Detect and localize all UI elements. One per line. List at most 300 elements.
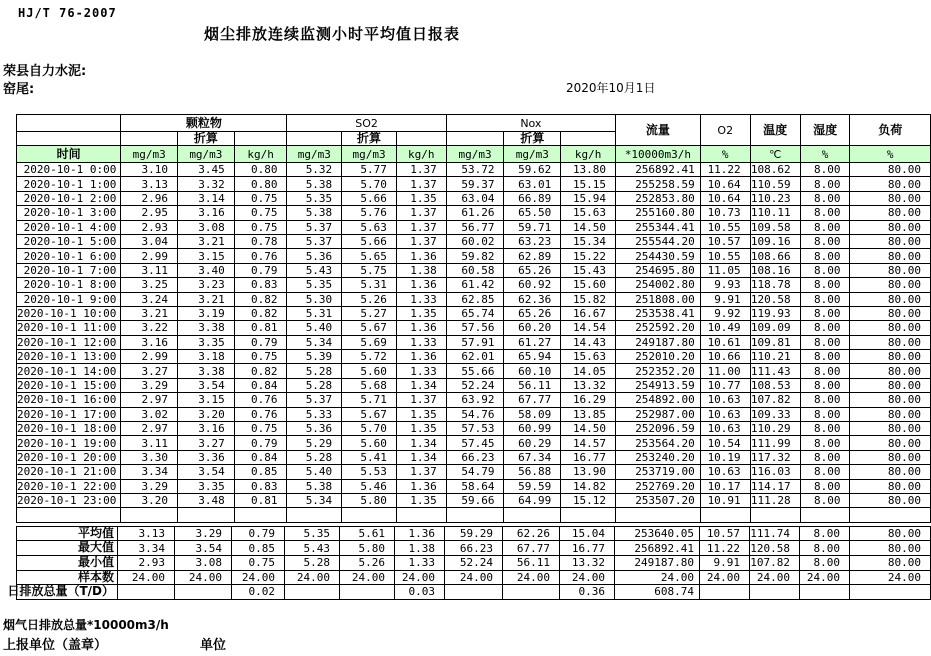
value-cell: 253240.20	[616, 450, 701, 464]
value-cell: 120.58	[750, 541, 800, 556]
value-cell: 15.82	[561, 292, 616, 306]
value-cell: 14.50	[561, 220, 616, 234]
value-cell: 57.45	[446, 436, 504, 450]
table-row	[17, 234, 931, 248]
value-cell: 119.93	[750, 306, 800, 320]
value-cell: 0.85	[234, 465, 287, 479]
value-cell: 0.76	[234, 393, 287, 407]
value-cell: 5.75	[342, 263, 397, 277]
value-cell: 63.04	[446, 191, 504, 205]
value-cell: 52.24	[446, 378, 504, 392]
time-cell: 2020-10-1 19:00	[17, 436, 121, 450]
value-cell: 108.53	[750, 378, 800, 392]
value-cell: 111.43	[750, 364, 800, 378]
value-cell: 14.57	[561, 436, 616, 450]
header-converted-so2: 折算	[342, 132, 397, 146]
value-cell: 80.00	[850, 407, 931, 421]
header-blank	[121, 132, 178, 146]
value-cell: 3.27	[178, 436, 235, 450]
value-cell: 65.50	[504, 206, 561, 220]
value-cell: 2.93	[121, 220, 178, 234]
value-cell: 249187.80	[615, 555, 700, 570]
value-cell: 60.92	[504, 278, 561, 292]
value-cell: 118.78	[750, 278, 800, 292]
time-cell: 2020-10-1 7:00	[17, 263, 121, 277]
value-cell: 117.32	[750, 450, 800, 464]
value-cell: 10.64	[700, 177, 750, 191]
value-cell: 1.34	[396, 436, 446, 450]
value-cell: 24.00	[118, 570, 175, 585]
value-cell: 5.37	[287, 234, 342, 248]
value-cell: 3.35	[178, 335, 235, 349]
value-cell: 80.00	[850, 321, 931, 335]
value-cell: 64.99	[504, 493, 561, 507]
value-cell	[700, 585, 750, 600]
value-cell: 1.34	[396, 378, 446, 392]
value-cell: 0.03	[395, 585, 445, 600]
site-label: 窑尾:	[3, 82, 35, 97]
value-cell: 109.33	[750, 407, 800, 421]
table-row	[17, 220, 931, 234]
value-cell: 3.34	[118, 541, 175, 556]
value-cell: 5.34	[287, 335, 342, 349]
value-cell: 24.00	[395, 570, 445, 585]
value-cell: 107.82	[750, 555, 800, 570]
value-cell: 2.97	[121, 393, 178, 407]
value-cell: 80.00	[850, 306, 931, 320]
empty-cell	[342, 508, 397, 522]
summary-label: 最大值	[77, 540, 114, 555]
time-cell: 2020-10-1 17:00	[17, 407, 121, 421]
value-cell: 67.77	[504, 393, 561, 407]
value-cell: 13.90	[561, 465, 616, 479]
value-cell	[850, 585, 931, 600]
value-cell: 8.00	[800, 493, 850, 507]
value-cell: 110.21	[750, 350, 800, 364]
value-cell: 3.36	[178, 450, 235, 464]
value-cell: 24.00	[340, 570, 395, 585]
value-cell: 254913.59	[616, 378, 701, 392]
value-cell: 16.77	[560, 541, 615, 556]
value-cell: 65.26	[504, 306, 561, 320]
empty-row	[17, 508, 931, 522]
table-row	[17, 263, 931, 277]
value-cell: 5.71	[342, 393, 397, 407]
value-cell: 5.28	[287, 364, 342, 378]
value-cell: 5.60	[342, 364, 397, 378]
value-cell: 8.00	[800, 234, 850, 248]
value-cell: 3.11	[121, 263, 178, 277]
value-cell: 1.36	[396, 249, 446, 263]
value-cell: 0.84	[234, 378, 287, 392]
value-cell: 62.36	[504, 292, 561, 306]
value-cell: 1.35	[396, 407, 446, 421]
value-cell: 62.26	[503, 526, 560, 541]
value-cell: 3.13	[121, 177, 178, 191]
value-cell: 8.00	[800, 350, 850, 364]
table-row	[17, 306, 931, 320]
value-cell: 109.81	[750, 335, 800, 349]
value-cell: 8.00	[800, 177, 850, 191]
unit-cell: %	[700, 146, 750, 163]
summary-table	[7, 525, 931, 600]
value-cell: 108.66	[750, 249, 800, 263]
value-cell: 109.58	[750, 220, 800, 234]
table-row	[17, 350, 931, 364]
value-cell: 5.34	[287, 493, 342, 507]
value-cell: 252096.59	[616, 422, 701, 436]
value-cell: 254002.80	[616, 278, 701, 292]
value-cell: 5.60	[342, 436, 397, 450]
value-cell: 15.60	[561, 278, 616, 292]
summary-row	[17, 526, 931, 541]
value-cell: 5.36	[287, 422, 342, 436]
table-row	[17, 407, 931, 421]
empty-cell	[178, 508, 235, 522]
value-cell: 8.00	[800, 163, 850, 177]
value-cell: 80.00	[850, 393, 931, 407]
value-cell: 5.28	[287, 378, 342, 392]
value-cell: 249187.80	[616, 335, 701, 349]
value-cell: 111.99	[750, 436, 800, 450]
value-cell: 3.35	[178, 479, 235, 493]
value-cell: 3.08	[178, 220, 235, 234]
value-cell: 1.38	[395, 541, 445, 556]
value-cell: 80.00	[850, 422, 931, 436]
value-cell: 3.54	[178, 378, 235, 392]
value-cell: 109.16	[750, 234, 800, 248]
value-cell: 67.77	[503, 541, 560, 556]
unit-cell: %	[800, 146, 850, 163]
value-cell	[285, 585, 340, 600]
value-cell: 3.22	[121, 321, 178, 335]
value-cell: 252592.20	[616, 321, 701, 335]
value-cell: 10.77	[700, 378, 750, 392]
value-cell: 8.00	[800, 450, 850, 464]
value-cell: 253507.20	[616, 493, 701, 507]
value-cell: 3.29	[121, 479, 178, 493]
value-cell: 8.00	[800, 206, 850, 220]
value-cell: 5.63	[342, 220, 397, 234]
value-cell: 0.79	[234, 263, 287, 277]
value-cell: 54.76	[446, 407, 504, 421]
value-cell: 80.00	[850, 335, 931, 349]
value-cell: 0.80	[234, 163, 287, 177]
value-cell: 1.36	[396, 350, 446, 364]
value-cell: 15.12	[561, 493, 616, 507]
header-blank	[446, 132, 504, 146]
value-cell: 0.75	[234, 191, 287, 205]
value-cell: 108.16	[750, 263, 800, 277]
value-cell: 62.89	[504, 249, 561, 263]
value-cell: 24.00	[700, 570, 750, 585]
value-cell: 56.11	[504, 378, 561, 392]
time-cell: 2020-10-1 4:00	[17, 220, 121, 234]
value-cell: 11.00	[700, 364, 750, 378]
time-cell: 2020-10-1 6:00	[17, 249, 121, 263]
value-cell: 5.43	[287, 263, 342, 277]
value-cell: 80.00	[850, 493, 931, 507]
reporting-unit-label: 上报单位（盖章）	[3, 638, 108, 653]
value-cell: 59.66	[446, 493, 504, 507]
value-cell: 5.80	[342, 493, 397, 507]
value-cell: 3.25	[121, 278, 178, 292]
value-cell: 80.00	[850, 526, 931, 541]
time-cell: 2020-10-1 18:00	[17, 422, 121, 436]
value-cell	[340, 585, 395, 600]
value-cell: 24.00	[615, 570, 700, 585]
value-cell: 15.43	[561, 263, 616, 277]
value-cell: 5.40	[287, 465, 342, 479]
value-cell: 1.36	[396, 321, 446, 335]
value-cell: 3.10	[121, 163, 178, 177]
value-cell: 254430.59	[616, 249, 701, 263]
value-cell: 9.93	[700, 278, 750, 292]
value-cell: 8.00	[800, 321, 850, 335]
value-cell: 252769.20	[616, 479, 701, 493]
time-cell: 2020-10-1 1:00	[17, 177, 121, 191]
unit-cell: mg/m3	[446, 146, 504, 163]
unit-cell: mg/m3	[121, 146, 178, 163]
value-cell: 608.74	[615, 585, 700, 600]
time-cell: 2020-10-1 5:00	[17, 234, 121, 248]
unit-cell: ℃	[750, 146, 800, 163]
value-cell: 3.34	[121, 465, 178, 479]
value-cell: 15.15	[561, 177, 616, 191]
value-cell: 24.00	[560, 570, 615, 585]
value-cell: 80.00	[850, 378, 931, 392]
header-blank	[17, 132, 121, 146]
value-cell: 80.00	[850, 479, 931, 493]
value-cell: 60.02	[446, 234, 504, 248]
table-row	[17, 465, 931, 479]
standard-code: HJ/T 76-2007	[18, 6, 117, 20]
value-cell: 10.55	[700, 220, 750, 234]
value-cell: 0.75	[234, 220, 287, 234]
value-cell: 13.32	[560, 555, 615, 570]
value-cell: 8.00	[800, 335, 850, 349]
value-cell: 3.16	[178, 206, 235, 220]
table-row	[17, 436, 931, 450]
report-table-area	[7, 114, 931, 600]
report-date: 2020年10月1日	[566, 81, 656, 95]
value-cell: 1.35	[396, 493, 446, 507]
value-cell: 24.00	[285, 570, 340, 585]
value-cell: 110.29	[750, 422, 800, 436]
value-cell: 0.76	[234, 249, 287, 263]
value-cell: 5.67	[342, 321, 397, 335]
value-cell: 3.40	[178, 263, 235, 277]
table-row	[17, 335, 931, 349]
value-cell: 60.10	[504, 364, 561, 378]
empty-cell	[700, 508, 750, 522]
summary-label-cell	[17, 526, 118, 541]
value-cell: 1.33	[396, 364, 446, 378]
value-cell: 0.79	[234, 436, 287, 450]
value-cell: 8.00	[800, 249, 850, 263]
table-row	[17, 493, 931, 507]
value-cell: 80.00	[850, 278, 931, 292]
value-cell: 15.34	[561, 234, 616, 248]
value-cell: 2.97	[121, 422, 178, 436]
value-cell: 10.63	[700, 407, 750, 421]
value-cell: 2.93	[118, 555, 175, 570]
value-cell: 253719.00	[616, 465, 701, 479]
value-cell: 0.76	[234, 407, 287, 421]
value-cell: 55.66	[446, 364, 504, 378]
unit-label: 单位	[200, 638, 227, 653]
value-cell: 1.33	[395, 555, 445, 570]
value-cell: 15.63	[561, 206, 616, 220]
value-cell: 251808.00	[616, 292, 701, 306]
value-cell: 1.37	[396, 206, 446, 220]
value-cell: 3.29	[121, 378, 178, 392]
value-cell: 11.22	[700, 541, 750, 556]
value-cell: 10.73	[700, 206, 750, 220]
value-cell: 5.66	[342, 234, 397, 248]
summary-row	[17, 570, 931, 585]
value-cell: 252987.00	[616, 407, 701, 421]
value-cell: 8.00	[800, 191, 850, 205]
value-cell: 10.64	[700, 191, 750, 205]
value-cell: 60.58	[446, 263, 504, 277]
value-cell: 10.91	[700, 493, 750, 507]
value-cell: 8.00	[800, 278, 850, 292]
value-cell: 0.81	[234, 321, 287, 335]
value-cell: 3.11	[121, 436, 178, 450]
value-cell: 0.75	[234, 422, 287, 436]
value-cell: 8.00	[800, 393, 850, 407]
summary-row	[17, 555, 931, 570]
value-cell: 110.11	[750, 206, 800, 220]
value-cell: 8.00	[800, 378, 850, 392]
summary-row	[17, 541, 931, 556]
company-label: 荣县自力水泥:	[3, 64, 87, 79]
value-cell: 14.82	[561, 479, 616, 493]
value-cell: 11.05	[700, 263, 750, 277]
value-cell: 253640.05	[615, 526, 700, 541]
value-cell: 80.00	[850, 450, 931, 464]
value-cell: 109.09	[750, 321, 800, 335]
value-cell: 1.37	[396, 220, 446, 234]
header-group-so2: SO2	[287, 115, 446, 132]
value-cell: 3.20	[178, 407, 235, 421]
summary-label: 平均值	[77, 525, 114, 540]
value-cell: 3.15	[178, 393, 235, 407]
value-cell: 62.85	[446, 292, 504, 306]
value-cell: 53.72	[446, 163, 504, 177]
value-cell: 5.28	[287, 450, 342, 464]
value-cell: 59.82	[446, 249, 504, 263]
value-cell: 10.63	[700, 393, 750, 407]
empty-cell	[234, 508, 287, 522]
value-cell: 252010.20	[616, 350, 701, 364]
value-cell: 60.99	[504, 422, 561, 436]
value-cell: 0.83	[234, 479, 287, 493]
value-cell: 107.82	[750, 393, 800, 407]
value-cell: 80.00	[850, 206, 931, 220]
value-cell: 5.35	[287, 191, 342, 205]
table-row	[17, 292, 931, 306]
value-cell: 14.43	[561, 335, 616, 349]
value-cell: 10.63	[700, 465, 750, 479]
value-cell: 1.36	[396, 479, 446, 493]
value-cell: 56.11	[503, 555, 560, 570]
value-cell: 1.37	[396, 393, 446, 407]
header-blank	[561, 132, 616, 146]
table-row	[17, 422, 931, 436]
value-cell: 0.75	[234, 206, 287, 220]
value-cell: 3.20	[121, 493, 178, 507]
empty-cell	[561, 508, 616, 522]
value-cell: 255344.41	[616, 220, 701, 234]
value-cell: 8.00	[800, 436, 850, 450]
value-cell: 80.00	[850, 220, 931, 234]
value-cell: 56.77	[446, 220, 504, 234]
value-cell: 9.91	[700, 292, 750, 306]
empty-cell	[446, 508, 504, 522]
unit-cell: kg/h	[234, 146, 287, 163]
empty-cell	[504, 508, 561, 522]
time-cell: 2020-10-1 3:00	[17, 206, 121, 220]
time-cell: 2020-10-1 23:00	[17, 493, 121, 507]
value-cell: 14.05	[561, 364, 616, 378]
value-cell: 59.37	[446, 177, 504, 191]
value-cell: 5.67	[342, 407, 397, 421]
value-cell: 63.01	[504, 177, 561, 191]
value-cell: 3.23	[178, 278, 235, 292]
header-flow: 流量	[616, 115, 701, 146]
report-table	[16, 114, 931, 523]
value-cell: 0.82	[234, 364, 287, 378]
time-cell: 2020-10-1 9:00	[17, 292, 121, 306]
unit-cell: mg/m3	[342, 146, 397, 163]
value-cell: 3.21	[178, 234, 235, 248]
table-row	[17, 206, 931, 220]
value-cell: 5.40	[287, 321, 342, 335]
value-cell: 10.19	[700, 450, 750, 464]
value-cell: 24.00	[232, 570, 285, 585]
value-cell: 0.80	[234, 177, 287, 191]
value-cell: 5.53	[342, 465, 397, 479]
time-cell: 2020-10-1 2:00	[17, 191, 121, 205]
value-cell: 16.67	[561, 306, 616, 320]
value-cell: 3.38	[178, 364, 235, 378]
value-cell: 3.08	[175, 555, 232, 570]
value-cell: 66.23	[445, 541, 503, 556]
value-cell: 0.79	[234, 335, 287, 349]
value-cell: 10.57	[700, 234, 750, 248]
value-cell: 252352.20	[616, 364, 701, 378]
value-cell: 3.54	[175, 541, 232, 556]
value-cell: 8.00	[800, 407, 850, 421]
value-cell: 5.69	[342, 335, 397, 349]
value-cell: 0.36	[560, 585, 615, 600]
value-cell: 3.18	[178, 350, 235, 364]
value-cell: 80.00	[850, 191, 931, 205]
value-cell: 120.58	[750, 292, 800, 306]
value-cell: 5.68	[342, 378, 397, 392]
value-cell: 0.79	[232, 526, 285, 541]
value-cell: 3.24	[121, 292, 178, 306]
time-cell: 2020-10-1 15:00	[17, 378, 121, 392]
value-cell: 255258.59	[616, 177, 701, 191]
value-cell: 0.78	[234, 234, 287, 248]
value-cell: 5.31	[287, 306, 342, 320]
value-cell: 15.22	[561, 249, 616, 263]
time-cell: 2020-10-1 21:00	[17, 465, 121, 479]
value-cell: 57.56	[446, 321, 504, 335]
